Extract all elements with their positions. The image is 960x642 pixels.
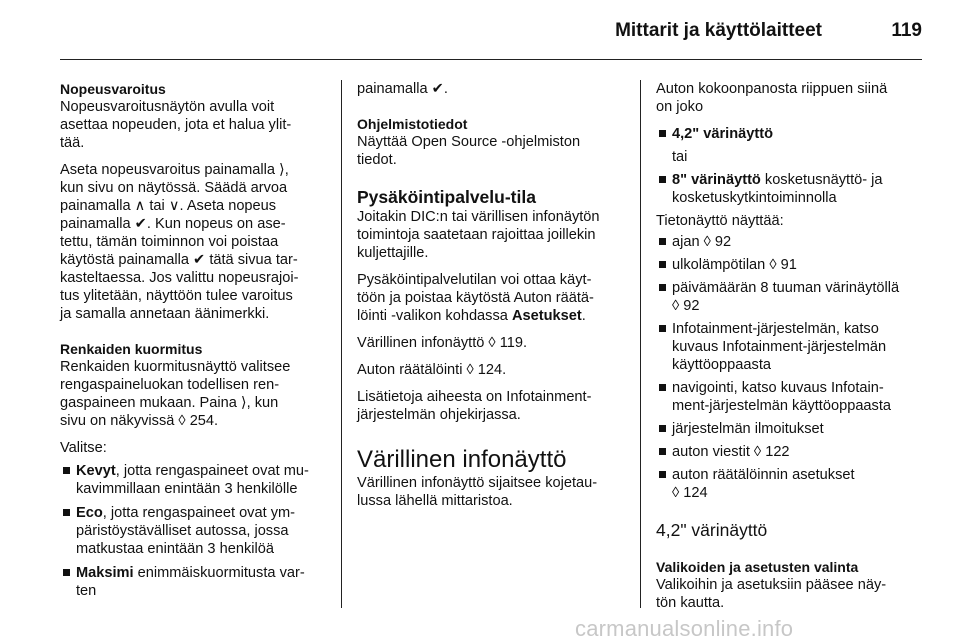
list-item: ajan ◊ 92 (656, 233, 924, 251)
bullet-icon (659, 261, 666, 268)
text-line: tus ylitetään, näyttöön tulee varoitus (60, 288, 293, 304)
text-line: tön kautta. (656, 595, 725, 611)
text-line: sivu on näkyvissä ◊ 254. (60, 413, 219, 429)
bullet-icon (659, 284, 666, 291)
text-line: rengaspaineluokan todellisen ren‐ (60, 377, 280, 393)
section-heading: Renkaiden kuormitus (60, 341, 203, 357)
text-line: asettaa nopeuden, jota et halua ylit‐ (60, 117, 292, 133)
text-line: Näyttää Open Source -ohjelmiston (357, 134, 581, 150)
text-line: kun sivu on näytössä. Säädä arvoa (60, 180, 288, 196)
text-line: Värillinen infonäyttö sijaitsee kojetau‐ (357, 475, 598, 491)
text-line: Auton kokoonpanosta riippuen siinä (656, 81, 888, 97)
text-line: Valikoihin ja asetuksiin pääsee näy‐ (656, 577, 887, 593)
text-line: tai (672, 149, 688, 165)
bullet-icon (659, 384, 666, 391)
text-line: tiedot. (357, 152, 397, 168)
list-item: Eco, jotta rengaspaineet ovat ym‐ päristöystävälliset autossa, jossa matkustaa enintään 3 henkilöä (60, 504, 328, 558)
bullet-icon (659, 130, 666, 137)
column-divider (341, 80, 342, 608)
section-heading: Valikoiden ja asetusten valinta (656, 559, 859, 575)
text-line: ja samalla annetaan äänimerkki. (60, 306, 270, 322)
list-item: 8" värinäyttö kosketusnäyttö- ja kosketuskytkintoiminnolla (656, 171, 924, 207)
bullet-icon (659, 425, 666, 432)
text-line: töön ja poistaa käytöstä Auton räätä‐ (357, 290, 594, 306)
text-line: gaspaineen mukaan. Paina ⟩, kun (60, 395, 279, 411)
page-number: 119 (891, 20, 922, 41)
text-line: käytöstä painamalla ✔ tätä sivua tar‐ (60, 252, 298, 268)
list-item: Kevyt, jotta rengaspaineet ovat mu‐ kavimmillaan enintään 3 henkilölle (60, 462, 328, 498)
text-line: Värillinen infonäyttö ◊ 119. (357, 335, 528, 351)
text-line: painamalla ✔. Kun nopeus on ase‐ (60, 216, 286, 232)
section-heading: Nopeusvaroitus (60, 81, 166, 97)
text-line: tettu, tämän toiminnon voi poistaa (60, 234, 279, 250)
header-rule (60, 59, 922, 60)
list-item: Maksimi enimmäiskuormitusta var‐ ten (60, 564, 328, 600)
list-item: navigointi, katso kuvaus Infotain‐ ment-järjestelmän käyttöoppaasta (656, 379, 924, 415)
list-item: ulkolämpötilan ◊ 91 (656, 256, 924, 274)
column-3 (656, 80, 924, 612)
column-2 (357, 80, 629, 510)
text-line: on joko (656, 99, 704, 115)
text-line: painamalla ∧ tai ∨. Aseta nopeus (60, 198, 277, 214)
bullet-icon (659, 176, 666, 183)
list-item: auton viestit ◊ 122 (656, 443, 924, 461)
text-line: lussa lähellä mittaristoa. (357, 493, 513, 509)
text-line: Aseta nopeusvaroitus painamalla ⟩, (60, 162, 289, 178)
list-item: Infotainment-järjestelmän, katso kuvaus Infotainment-järjestelmän käyttöoppaasta (656, 320, 924, 374)
text-line: Auton räätälöinti ◊ 124. (357, 362, 507, 378)
text-line: painamalla ✔. (357, 81, 448, 97)
list-item: järjestelmän ilmoitukset (656, 420, 924, 438)
text-line: tää. (60, 135, 85, 151)
list-item: päivämäärän 8 tuuman värinäytöllä ◊ 92 (656, 279, 924, 315)
column-1 (60, 80, 328, 600)
text-line: Pysäköintipalvelutilan voi ottaa käyt‐ (357, 272, 592, 288)
watermark: carmanualsonline.info (575, 616, 794, 641)
text-line: kasteltaessa. Jos valittu nopeusrajoi‐ (60, 270, 299, 286)
text-line: Lisätietoja aiheesta on Infotainment- (357, 389, 592, 405)
chapter-heading: Värillinen infonäyttö (357, 446, 567, 473)
column-divider (640, 80, 641, 608)
text-line: toimintoja saatetaan rajoittaa joillekin (357, 227, 596, 243)
page-header (0, 0, 960, 60)
text-line: Nopeusvaroitusnäytön avulla voit (60, 99, 275, 115)
text-line: Renkaiden kuormitusnäyttö valitsee (60, 359, 291, 375)
bullet-icon (659, 448, 666, 455)
text-line: kuljettajille. (357, 245, 429, 261)
bullet-icon (659, 325, 666, 332)
header-title: Mittarit ja käyttölaitteet (615, 20, 822, 41)
bullet-icon (659, 238, 666, 245)
section-heading: Pysäköintipalvelu-tila (357, 187, 536, 207)
section-heading: 4,2" värinäyttö (656, 520, 768, 540)
section-heading: Ohjelmistotiedot (357, 116, 468, 132)
list-item: 4,2" värinäyttö (656, 125, 924, 143)
text-line: Tietonäyttö näyttää: (656, 213, 784, 229)
text-line: Joitakin DIC:n tai värillisen infonäytön (357, 209, 600, 225)
text-line: Valitse: (60, 440, 107, 456)
list-item: auton räätälöinnin asetukset ◊ 124 (656, 466, 924, 502)
bullet-icon (659, 471, 666, 478)
text-line: löinti -valikon kohdassa Asetukset. (357, 308, 586, 324)
bullet-icon (63, 569, 70, 576)
text-line: järjestelmän ohjekirjassa. (357, 407, 521, 423)
bullet-icon (63, 467, 70, 474)
bullet-icon (63, 509, 70, 516)
